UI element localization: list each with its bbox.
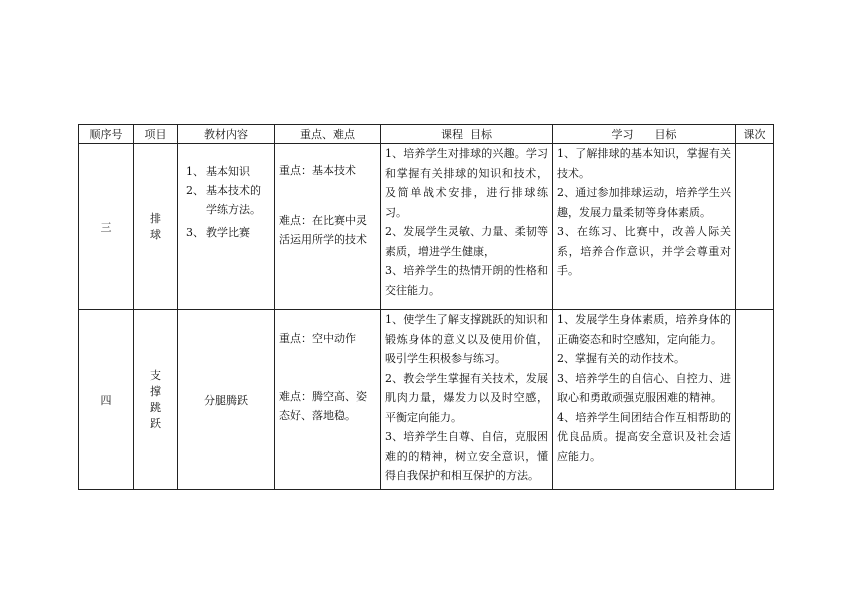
item-text: 基本知识 bbox=[206, 165, 250, 178]
header-key-difficult: 重点、难点 bbox=[275, 125, 381, 144]
sessions-cell bbox=[736, 144, 774, 310]
difficulty: 难点：腾空高、姿态好、落地稳。 bbox=[279, 389, 367, 422]
key-point: 重点：基本技术 bbox=[279, 164, 356, 177]
item-number: 3、 bbox=[186, 226, 204, 239]
learning-goals-cell bbox=[553, 310, 736, 490]
materials-list bbox=[178, 162, 274, 242]
table-row bbox=[79, 310, 774, 490]
header-project: 项目 bbox=[134, 125, 178, 144]
learning-goals-cell bbox=[553, 144, 736, 310]
key-difficult-cell bbox=[275, 310, 381, 490]
key-point: 重点：空中动作 bbox=[279, 332, 356, 345]
course-goal: 2、教会学生掌握有关技术，发展肌肉力量，爆发力以及时空感，平衡定向能力。 bbox=[385, 371, 548, 424]
header-row bbox=[79, 125, 774, 144]
learning-goal: 4、培养学生间团结合作互相帮助的优良品质。提高安全意识及社会适应能力。 bbox=[557, 410, 731, 463]
item-number: 2、 bbox=[186, 184, 204, 197]
item-text: 基本技术的学练方法。 bbox=[206, 184, 261, 216]
header-order: 顺序号 bbox=[79, 125, 134, 144]
learning-goal: 3、培养学生的自信心、自控力、进取心和勇敢顽强克服困难的精神。 bbox=[557, 371, 731, 404]
order-cell: 三 bbox=[79, 144, 134, 310]
item-text: 教学比赛 bbox=[206, 226, 250, 239]
learning-goal: 1、了解排球的基本知识，掌握有关技术。 bbox=[557, 147, 731, 180]
header-sessions: 课次 bbox=[736, 125, 774, 144]
learning-goal: 1、发展学生身体素质，培养身体的正确姿态和时空感知，定向能力。 bbox=[557, 313, 731, 346]
project-label: 排球 bbox=[150, 211, 161, 241]
learning-goal: 2、通过参加排球运动，培养学生兴趣，发展力量柔韧等身体素质。 bbox=[557, 186, 731, 219]
header-learning-goals: 学习 目标 bbox=[553, 125, 736, 144]
item-number: 1、 bbox=[186, 165, 204, 178]
materials-cell bbox=[178, 144, 275, 310]
course-goal: 3、培养学生的热情开朗的性格和交往能力。 bbox=[385, 264, 548, 297]
project-cell bbox=[134, 310, 178, 490]
header-course-goals: 课程 目标 bbox=[381, 125, 553, 144]
list-item bbox=[186, 162, 270, 181]
course-goals-cell bbox=[381, 144, 553, 310]
key-difficult-cell bbox=[275, 144, 381, 310]
table-row bbox=[79, 144, 774, 310]
project-label: 支撑跳跃 bbox=[150, 368, 161, 430]
list-item bbox=[186, 223, 270, 242]
course-goal: 1、培养学生对排球的兴趣。学习和掌握有关排球的知识和技术，及简单战术安排，进行排球练习。 bbox=[385, 147, 548, 219]
learning-goal: 3、在练习、比赛中，改善人际关系，培养合作意识，并学会尊重对手。 bbox=[557, 225, 731, 277]
course-goal: 2、发展学生灵敏、力量、柔韧等素质，增进学生健康， bbox=[385, 225, 548, 258]
sessions-cell bbox=[736, 310, 774, 490]
list-item bbox=[186, 181, 270, 219]
learning-goal: 2、掌握有关的动作技术。 bbox=[557, 352, 685, 365]
course-goal: 1、使学生了解支撑跳跃的知识和锻炼身体的意义以及使用价值，吸引学生积极参与练习。 bbox=[385, 313, 548, 365]
materials-cell bbox=[178, 310, 275, 490]
difficulty: 难点：在比赛中灵活运用所学的技术 bbox=[279, 213, 367, 246]
material-text: 分腿腾跃 bbox=[204, 393, 248, 407]
header-materials: 教材内容 bbox=[178, 125, 275, 144]
project-cell bbox=[134, 144, 178, 310]
course-goals-cell bbox=[381, 310, 553, 490]
order-cell: 四 bbox=[79, 310, 134, 490]
lesson-plan-table bbox=[78, 124, 774, 490]
course-goal: 3、培养学生自尊、自信，克服困难的的精神，树立安全意识，懂得自我保护和相互保护的方法。 bbox=[385, 430, 548, 482]
